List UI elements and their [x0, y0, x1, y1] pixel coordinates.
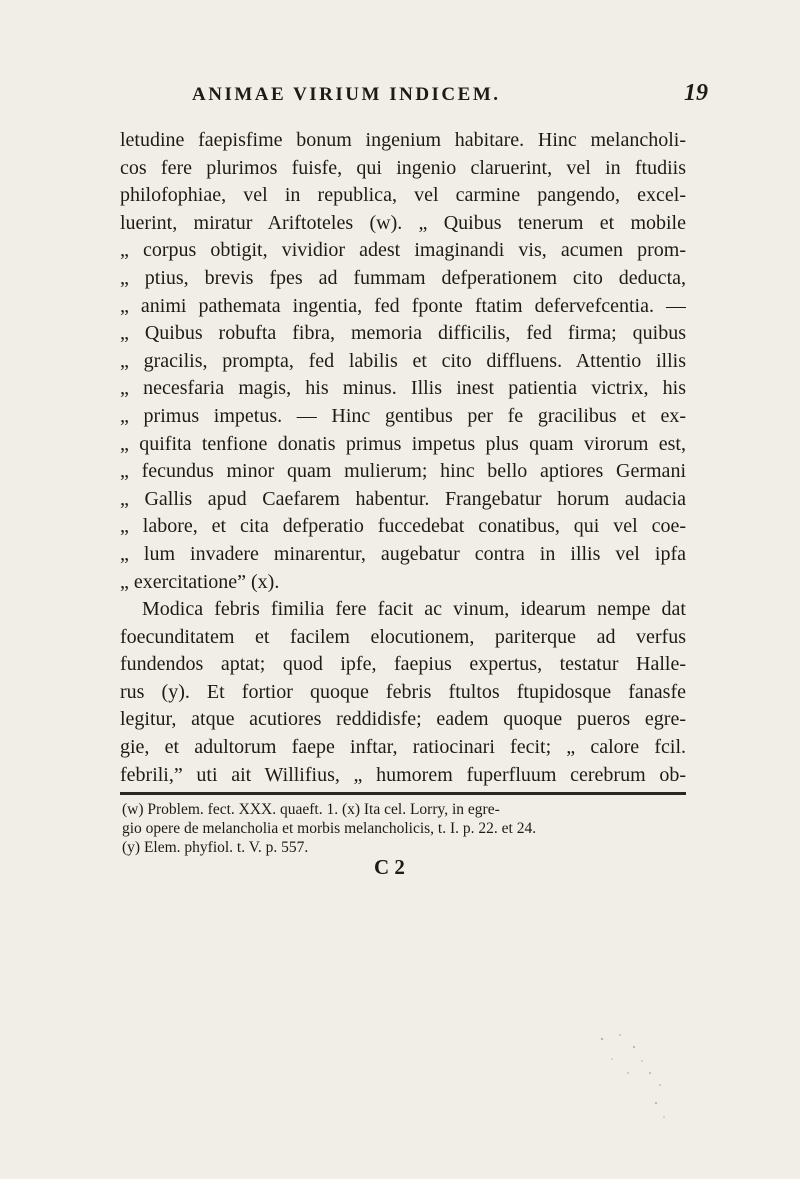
signature-mark: C 2	[374, 855, 405, 879]
text-line: „ fecundus minor quam mulierum; hinc bello aptiores Germani	[120, 460, 686, 483]
text-line: „ Quibus robufta fibra, memoria difficilis, fed firma; quibus	[120, 322, 686, 345]
text-line: „ gracilis, prompta, fed labilis et cito diffluens. Attentio illis	[120, 349, 686, 372]
page-number: 19	[684, 80, 708, 106]
text-line: „ ptius, brevis fpes ad fummam defperationem cito deducta,	[120, 266, 686, 289]
text-line: gie, et adultorum faepe inftar, ratiocinari fecit; „ calore fcil.	[120, 736, 686, 759]
text-line: letudine faepisfime bonum ingenium habitare. Hinc melancholi-	[120, 129, 686, 151]
body-text	[120, 127, 686, 789]
text-line: „ corpus obtigit, vividior adest imaginandi vis, acumen prom-	[120, 239, 686, 262]
text-line: philofophiae, vel in republica, vel carmine pangendo, excel-	[120, 184, 686, 207]
text-line: „ exercitatione” (x).	[120, 570, 280, 593]
text-line: „ necesfaria magis, his minus. Illis inest patientia victrix, his	[120, 377, 686, 400]
text-line: legitur, atque acutiores reddidisfe; eadem quoque pueros egre-	[120, 708, 686, 731]
text-line: cos fere plurimos fuisfe, qui ingenio claruerint, vel in ftudiis	[120, 156, 686, 179]
text-line: „ quifita tenfione donatis primus impetus plus quam virorum est,	[120, 432, 686, 455]
text-line: „ lum invadere minarentur, augebatur contra in illis vel ipfa	[120, 542, 686, 565]
text-line: febrili,” uti ait Willifius, „ humorem fuperfluum cerebrum ob-	[120, 763, 686, 786]
paper-specks	[590, 1025, 700, 1135]
text-line: fundendos aptat; quod ipfe, faepius expertus, testatur Halle-	[120, 653, 686, 676]
footnote: (y) Elem. phyfiol. t. V. p. 557.	[122, 839, 309, 856]
text-line: rus (y). Et fortior quoque febris ftultos ftupidosque fanasfe	[120, 680, 686, 703]
text-line: „ labore, et cita defperatio fuccedebat conatibus, qui vel coe-	[120, 515, 686, 538]
footnote-divider	[120, 792, 686, 795]
text-line: foecunditatem et facilem elocutionem, pariterque ad verfus	[120, 625, 686, 648]
paragraph-start-line: Modica febris fimilia fere facit ac vinum, idearum nempe dat	[142, 598, 686, 621]
text-line: „ animi pathemata ingentia, fed fponte ftatim defervefcentia. —	[120, 294, 686, 317]
footnote: (w) Problem. fect. XXX. quaeft. 1. (x) Ita cel. Lorry, in egre-	[122, 801, 500, 818]
running-title: ANIMAE VIRIUM INDICEM.	[192, 84, 501, 105]
footnote: gio opere de melancholia et morbis melancholicis, t. I. p. 22. et 24.	[122, 820, 537, 837]
text-line: „ primus impetus. — Hinc gentibus per fe gracilibus et ex-	[120, 404, 686, 427]
text-line: „ Gallis apud Caefarem habentur. Frangebatur horum audacia	[120, 487, 686, 510]
footnotes	[122, 800, 686, 857]
text-line: luerint, miratur Ariftoteles (w). „ Quibus tenerum et mobile	[120, 211, 686, 234]
